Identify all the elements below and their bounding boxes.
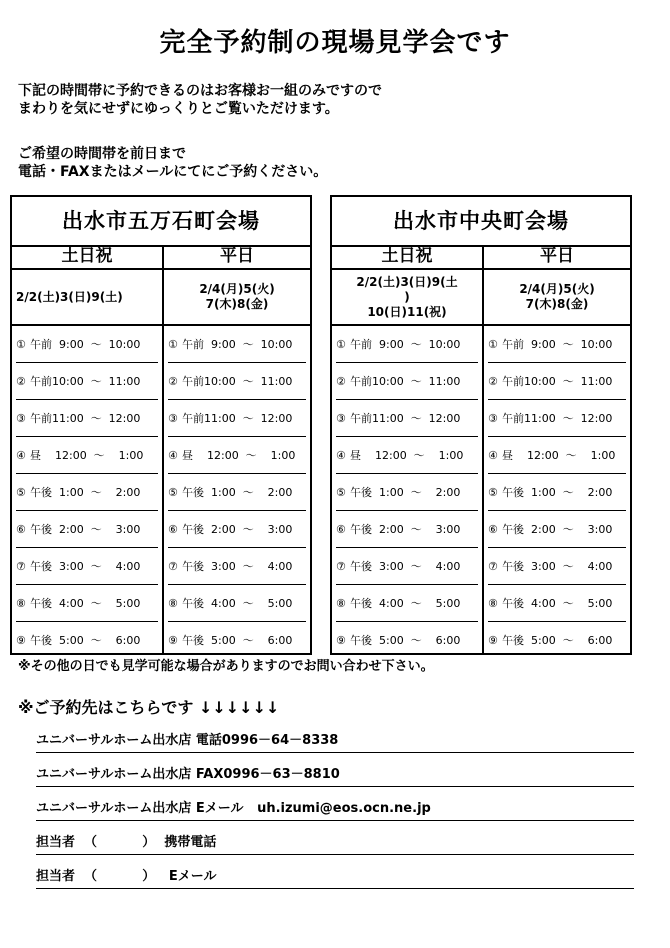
day-type-header: 平日: [484, 245, 630, 270]
time-slot-row: [488, 511, 626, 548]
contact-person-phone: 担当者 （ ） 携帯電話: [36, 834, 634, 855]
slot-time: 午前11:00 ～ 12:00: [350, 412, 461, 425]
slot-time: 午前11:00 ～ 12:00: [182, 412, 293, 425]
footnote: ※その他の日でも見学可能な場合がありますのでお問い合わせ下さい。: [18, 659, 434, 674]
slot-number: ②: [488, 374, 498, 388]
venue-name: 出水市中央町会場: [332, 197, 630, 247]
slot-number: ⑦: [168, 559, 178, 573]
slot-time: 午前10:00 ～ 11:00: [182, 375, 293, 388]
time-slot-row: [336, 400, 478, 437]
venue-table: [330, 195, 632, 655]
time-slot-row: [488, 622, 626, 658]
contact-heading: ※ご予約先はこちらです ↓↓↓↓↓↓: [18, 698, 280, 717]
contact-fax: ユニバーサルホーム出水店 FAX0996－63－8810: [36, 766, 634, 787]
date-line: 7(木)8(金): [205, 297, 269, 311]
slot-number: ⑥: [168, 522, 178, 536]
slot-time: 午後 2:00 ～ 3:00: [502, 523, 613, 536]
slot-number: ⑤: [16, 485, 26, 499]
time-slot-row: [16, 622, 158, 658]
slot-time: 午前10:00 ～ 11:00: [502, 375, 613, 388]
intro-line-4: 電話・FAXまたはメールにてにご予約ください。: [18, 164, 328, 180]
time-slot-row: [16, 548, 158, 585]
slot-number: ⑧: [168, 596, 178, 610]
time-slot-row: [16, 585, 158, 622]
time-slot-row: [168, 400, 306, 437]
slot-time: 昼 12:00 ～ 1:00: [502, 449, 616, 462]
contact-person-email: 担当者 （ ） Eメール: [36, 868, 634, 889]
slot-time: 午前10:00 ～ 11:00: [30, 375, 141, 388]
time-slot-row: [336, 548, 478, 585]
day-type-header: 土日祝: [332, 245, 482, 270]
time-slot-row: [16, 511, 158, 548]
slot-time: 午前 9:00 ～ 10:00: [502, 338, 613, 351]
slot-number: ③: [336, 411, 346, 425]
slot-time: 午後 4:00 ～ 5:00: [30, 597, 141, 610]
dates-cell: [12, 270, 162, 326]
slot-time: 午前 9:00 ～ 10:00: [350, 338, 461, 351]
slot-time: 午前 9:00 ～ 10:00: [182, 338, 293, 351]
slot-time: 午後 1:00 ～ 2:00: [350, 486, 461, 499]
slot-number: ②: [168, 374, 178, 388]
time-slot-row: [168, 437, 306, 474]
slot-number: ③: [488, 411, 498, 425]
slot-number: ⑥: [488, 522, 498, 536]
time-slot-row: [336, 585, 478, 622]
time-slot-row: [168, 585, 306, 622]
time-slot-row: [336, 326, 478, 363]
time-slot-row: [16, 437, 158, 474]
slot-time: 午後 2:00 ～ 3:00: [30, 523, 141, 536]
slot-number: ⑤: [488, 485, 498, 499]
slot-number: ⑨: [488, 633, 498, 647]
slot-time: 午後 5:00 ～ 6:00: [182, 634, 293, 647]
page-title: 完全予約制の現場見学会です: [159, 28, 511, 58]
slot-time: 午後 5:00 ～ 6:00: [502, 634, 613, 647]
weekend-column: [332, 245, 484, 653]
dates-cell: [484, 270, 630, 326]
day-type-header: 土日祝: [12, 245, 162, 270]
contact-tel: ユニバーサルホーム出水店 電話0996－64－8338: [36, 732, 634, 753]
slot-number: ①: [488, 337, 498, 351]
slot-time: 昼 12:00 ～ 1:00: [350, 449, 464, 462]
time-slot-row: [488, 326, 626, 363]
day-type-header: 平日: [164, 245, 310, 270]
time-slot-row: [168, 474, 306, 511]
time-slot-row: [168, 326, 306, 363]
slot-number: ⑦: [488, 559, 498, 573]
slot-number: ②: [336, 374, 346, 388]
slot-time: 午後 5:00 ～ 6:00: [350, 634, 461, 647]
time-slot-row: [488, 474, 626, 511]
weekday-column: [484, 245, 630, 653]
time-slot-row: [16, 326, 158, 363]
time-slot-row: [168, 363, 306, 400]
date-line: 2/2(土)3(日)9(土): [16, 289, 123, 304]
slot-number: ⑦: [336, 559, 346, 573]
slot-time: 午後 4:00 ～ 5:00: [502, 597, 613, 610]
time-slot-row: [336, 474, 478, 511]
slot-time: 午後 3:00 ～ 4:00: [30, 560, 141, 573]
slot-time: 昼 12:00 ～ 1:00: [30, 449, 144, 462]
slot-time: 午前11:00 ～ 12:00: [502, 412, 613, 425]
time-slot-row: [488, 400, 626, 437]
slot-time: 午後 5:00 ～ 6:00: [30, 634, 141, 647]
slot-number: ⑥: [16, 522, 26, 536]
venue-name: 出水市五万石町会場: [12, 197, 310, 247]
time-slot-row: [336, 511, 478, 548]
slot-number: ⑨: [16, 633, 26, 647]
date-line: ): [404, 289, 410, 304]
slot-number: ④: [16, 448, 26, 462]
time-slot-row: [168, 622, 306, 658]
slot-number: ⑤: [336, 485, 346, 499]
slot-number: ①: [168, 337, 178, 351]
slot-time: 午後 1:00 ～ 2:00: [502, 486, 613, 499]
time-slot-row: [336, 363, 478, 400]
date-line: 7(木)8(金): [525, 297, 589, 311]
slot-time: 午後 4:00 ～ 5:00: [350, 597, 461, 610]
dates-cell: [332, 270, 482, 326]
slot-time: 午後 3:00 ～ 4:00: [502, 560, 613, 573]
slot-number: ⑧: [16, 596, 26, 610]
time-slot-row: [16, 474, 158, 511]
slot-time: 午後 3:00 ～ 4:00: [350, 560, 461, 573]
slot-time: 午後 2:00 ～ 3:00: [350, 523, 461, 536]
time-slot-row: [168, 511, 306, 548]
time-slot-row: [16, 400, 158, 437]
slot-time: 午後 3:00 ～ 4:00: [182, 560, 293, 573]
date-line: 2/4(月)5(火): [199, 282, 275, 296]
date-line: 2/2(土)3(日)9(土: [356, 274, 458, 289]
slot-number: ⑨: [336, 633, 346, 647]
slot-number: ⑤: [168, 485, 178, 499]
time-slot-row: [336, 437, 478, 474]
slot-time: 午後 1:00 ～ 2:00: [30, 486, 141, 499]
slot-number: ④: [488, 448, 498, 462]
date-line: 2/4(月)5(火): [519, 282, 595, 296]
time-slot-row: [488, 437, 626, 474]
contact-email: ユニバーサルホーム出水店 Eメール uh.izumi@eos.ocn.ne.jp: [36, 800, 634, 821]
venue-table: [10, 195, 312, 655]
weekend-column: [12, 245, 164, 653]
slot-time: 午後 1:00 ～ 2:00: [182, 486, 293, 499]
slot-time: 午後 4:00 ～ 5:00: [182, 597, 293, 610]
intro-line-3: ご希望の時間帯を前日まで: [18, 146, 186, 162]
intro-line-2: まわりを気にせずにゆっくりとご覧いただけます。: [18, 101, 339, 117]
time-slot-row: [336, 622, 478, 658]
dates-cell: [164, 270, 310, 326]
slot-number: ③: [16, 411, 26, 425]
slot-number: ②: [16, 374, 26, 388]
slot-time: 午前10:00 ～ 11:00: [350, 375, 461, 388]
slot-number: ④: [336, 448, 346, 462]
slot-time: 午前 9:00 ～ 10:00: [30, 338, 141, 351]
time-slot-row: [168, 548, 306, 585]
time-slot-row: [488, 585, 626, 622]
slot-time: 昼 12:00 ～ 1:00: [182, 449, 296, 462]
slot-number: ①: [336, 337, 346, 351]
slot-time: 午後 2:00 ～ 3:00: [182, 523, 293, 536]
slot-number: ⑨: [168, 633, 178, 647]
slot-number: ①: [16, 337, 26, 351]
slot-number: ③: [168, 411, 178, 425]
time-slot-row: [16, 363, 158, 400]
slot-time: 午前11:00 ～ 12:00: [30, 412, 141, 425]
date-line: 10(日)11(祝): [367, 304, 447, 319]
slot-number: ⑧: [336, 596, 346, 610]
slot-number: ⑥: [336, 522, 346, 536]
slot-number: ④: [168, 448, 178, 462]
intro-line-1: 下記の時間帯に予約できるのはお客様お一組のみですので: [18, 83, 382, 99]
weekday-column: [164, 245, 310, 653]
time-slot-row: [488, 548, 626, 585]
slot-number: ⑦: [16, 559, 26, 573]
time-slot-row: [488, 363, 626, 400]
slot-number: ⑧: [488, 596, 498, 610]
